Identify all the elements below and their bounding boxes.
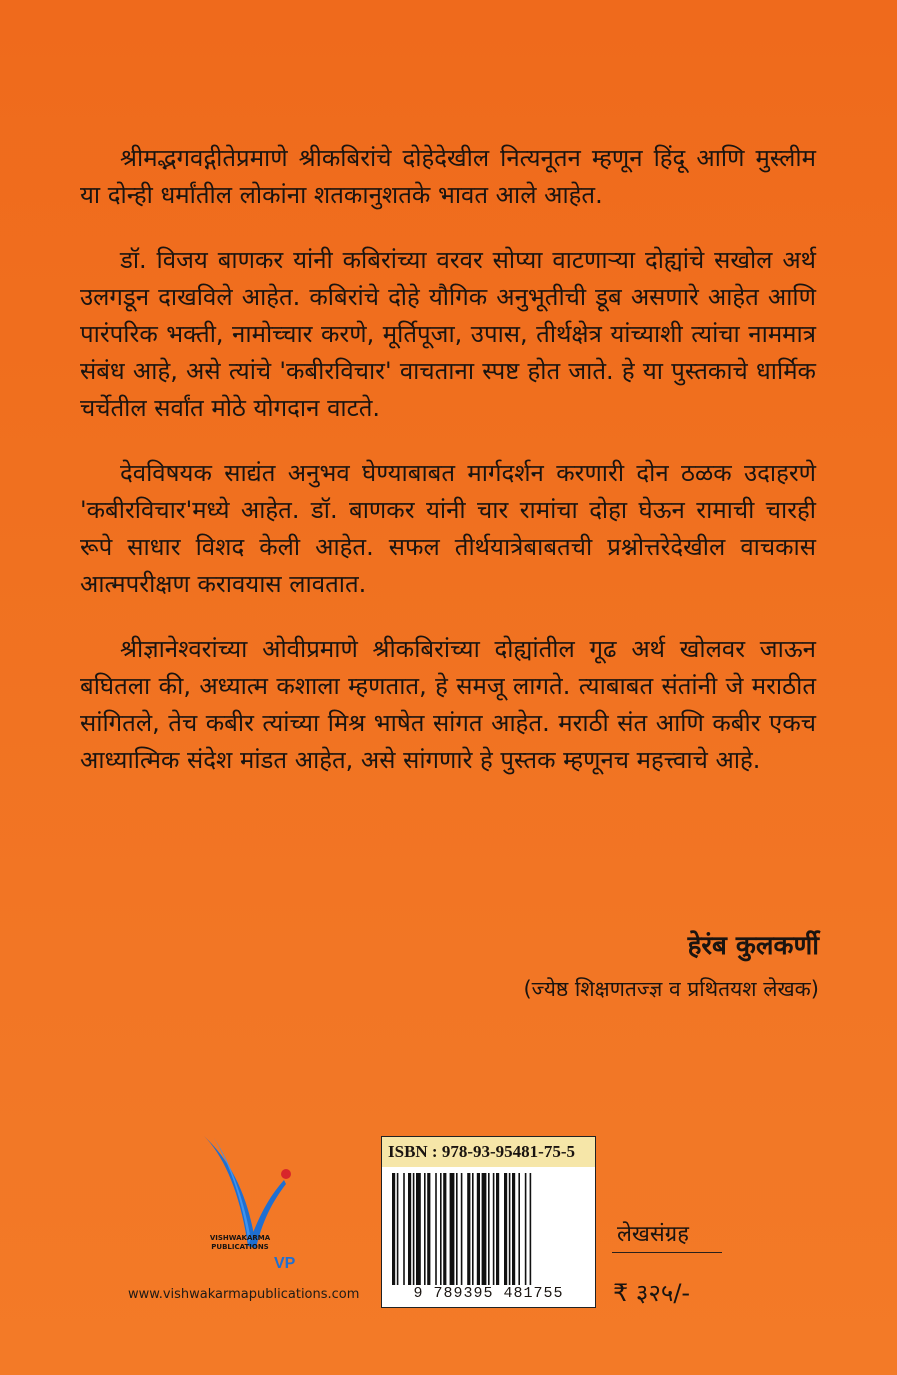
genre-label: लेखसंग्रह (617, 1222, 689, 1247)
publisher-website: www.vishwakarmapublications.com (128, 1287, 360, 1302)
blurb-paragraph-2: डॉ. विजय बाणकर यांनी कबिरांच्या वरवर सोप्या वाटणाऱ्या दोह्यांचे सखोल अर्थ उलगडून दाखविले आहेत. कबिरांचे दोहे यौगिक अनुभूतीची डूब असणारे आहेत आणि पारंपरिक भक्ती, नामोच्चार करणे, मूर्तिपूजा, उपास, तीर्थक्षेत्र यांच्याशी त्यांचा नाममात्र संबंध आहे, असे त्यांचे 'कबीरविचार' वाचताना स्पष्ट होत जाते. हे या पुस्तकाचे धार्मिक चर्चेतील सर्वांत मोठे योगदान वाटते. (80, 246, 816, 422)
reviewer-name: हेरंब कुलकर्णी (687, 931, 819, 961)
isbn-barcode (381, 1136, 596, 1308)
blurb-paragraph-1: श्रीमद्भगवद्गीतेप्रमाणे श्रीकबिरांचे दोहेदेखील नित्यनूतन म्हणून हिंदू आणि मुस्लीम या दोन्ही धर्मांतील लोकांना शतकानुशतके भावत आले आहेत. (80, 144, 816, 209)
barcode-digits: 9 789395 481755 (413, 1285, 564, 1302)
barcode-icon (392, 1173, 587, 1285)
divider (612, 1252, 722, 1253)
blurb-paragraph-3: देवविषयक साद्यंत अनुभव घेण्याबाबत मार्गदर्शन करणारी दोन ठळक उदाहरणे 'कबीरविचार'मध्ये आहेत. डॉ. बाणकर यांनी चार रामांचा दोहा घेऊन रामाची चारही रूपे साधार विशद केली आहेत. सफल तीर्थयात्रेबाबतची प्रश्नोत्तरेदेखील वाचकास आत्मपरीक्षण करावयास लावतात. (80, 459, 816, 598)
publisher-name: VISHWAKARMA PUBLICATIONS (209, 1234, 271, 1251)
isbn-label: ISBN : 978-93-95481-75-5 (382, 1137, 595, 1167)
publisher-logo-icon (186, 1128, 316, 1278)
blurb-paragraph-4: श्रीज्ञानेश्वरांच्या ओवीप्रमाणे श्रीकबिरांच्या दोह्यांतील गूढ अर्थ खोलवर जाऊन बघितला की, अध्यात्म कशाला म्हणतात, हे समजू लागते. त्याबाबत संतांनी जे मराठीत सांगितले, तेच कबीर त्यांच्या मिश्र भाषेत सांगत आहेत. मराठी संत आणि कबीर एकच आध्यात्मिक संदेश मांडत आहेत, असे सांगणारे हे पुस्तक म्हणूनच महत्त्वाचे आहे. (80, 635, 816, 774)
reviewer-description: (ज्येष्ठ शिक्षणतज्ज्ञ व प्रथितयश लेखक) (523, 977, 819, 1001)
price: ₹ ३२५/- (613, 1279, 691, 1307)
logo-mark: VP (274, 1255, 296, 1272)
blurb (80, 140, 816, 807)
